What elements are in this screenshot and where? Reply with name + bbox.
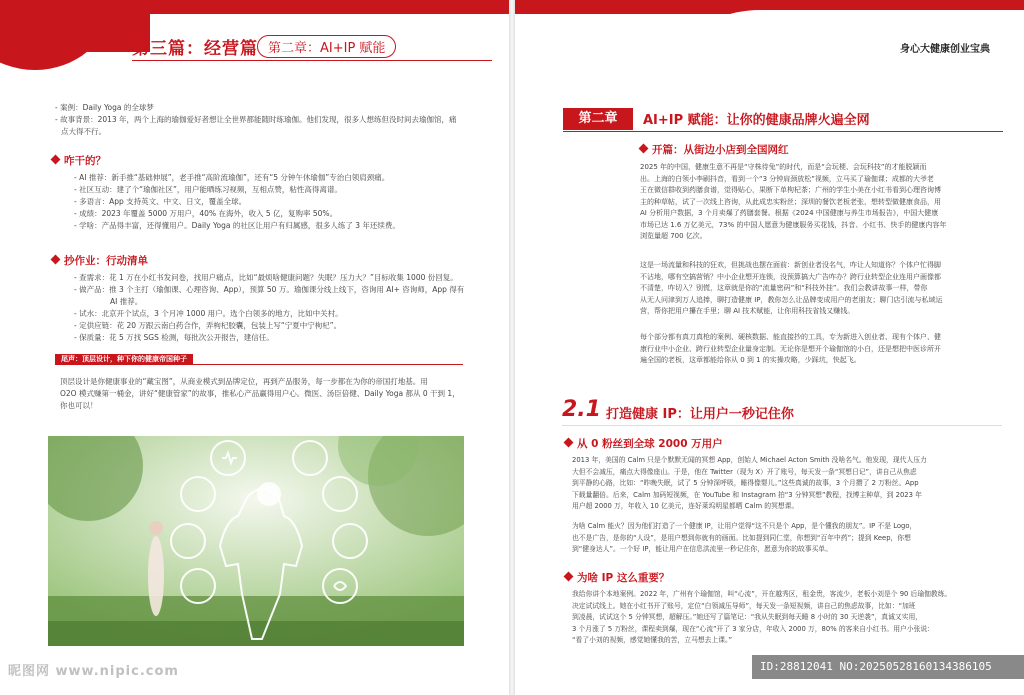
list-item: - 社区互动：建了个“瑜伽社区”，用户能晒练习视频，互相点赞，粘性高得离谱。: [74, 185, 342, 194]
case-intro: [55, 102, 475, 138]
list-item: - 保质量：花 5 万找 SGS 检测，每批次公开报告，建信任。: [74, 333, 274, 342]
text-line: 到“健身达人”。一个好 IP，能让用户在信息洪流里一秒记住你，愿意为你的故事买单。: [572, 545, 832, 553]
text-line: 营，帮你把用户攥在手里；聊 AI 技术赋能，让你用科技省钱又赚钱。: [640, 307, 855, 315]
text-line: 从无人问津到万人追捧，聊打造健康 IP，教你怎么让品牌变成用户的老朋友；聊门店引流与私域运: [640, 295, 943, 304]
text-line: 下载量翻倍。后来，Calm 加码短视频，在 YouTube 和 Instagram 拍“3 分钟冥想”教程，找博主种草，到 2023 年: [572, 490, 922, 499]
text-line: O2O 模式赚第一桶金，讲好“健康管家”的故事，推私心产品赢得用户心。微医、汤臣倍健、Daily Yoga 都从 0 干到 1，: [60, 389, 460, 398]
text-line: 主的种草帖，试了一次线上咨询，从此成忠实粉丝；深圳的餐饮老板老张，想转型做健康食品，用: [640, 197, 941, 206]
text-line: 2025 年的中国，健康生意不再是“守株待兔”的时代，而是“会玩梗、会玩科技”的才能脱颖而: [640, 163, 927, 171]
heading-text: 咋干的？: [64, 155, 106, 167]
opening-paragraph: [640, 332, 1010, 367]
list-item: - AI 推荐：新手推“基础伸展”，老手推“高阶流瑜伽”，还有“5 分钟午休瑜伽”专治白领肩颈痛。: [74, 173, 390, 182]
text-line: 3 个月涨了 5 万粉丝，课程卖到爆，现在“心流”开了 3 家分店，年收入 2000 万，80% 的客来自小红书。用户小张说：: [572, 624, 934, 633]
text-line: 到凌晨，试试这个 5 分钟冥想，超解压。”她还写了篇笔记：“我从失眠到每天睡 8 小时的 30 天逆袭”，真诚又实用，: [572, 613, 923, 621]
text-line: 遍全国的老板，这章都能给你从 0 到 1 的实操攻略，少踩坑，快起飞。: [640, 356, 861, 364]
book-title: 身心大健康创业宝典: [900, 44, 990, 55]
chapter-tag: 第二章: [563, 108, 633, 130]
list-item: - 学啥：产品得丰富，还得懂用户。Daily Yoga 的社区让用户有归属感，很多人练了 3 年还续费。: [74, 221, 400, 230]
section-heading: [52, 253, 148, 268]
heading-text: 从 0 粉丝到全球 2000 万用户: [577, 438, 723, 450]
text-line: 也不是广告，是你的“人设”，是用户想到你就有的画面。比如提到同仁堂，你想到“百年中药”；提到 Keep，你想: [572, 533, 911, 542]
list-item: - 试水：北京开个试点，3 个月冲 1000 用户。选个白领多的地方，比如中关村。: [74, 309, 343, 318]
opening-paragraph: [640, 162, 1010, 243]
list-item: - 多语言：App 支持英文、中文、日文，覆盖全球。: [74, 197, 247, 206]
health-illustration-art: [48, 436, 464, 646]
text-line: 大但不会减压，痛点大得像座山。于是，他在 Twitter（现为 X）开了账号，每天发一条“冥想日记”，讲自己从焦虑: [572, 467, 917, 476]
part-title: 第三篇：经营篇: [132, 39, 258, 59]
section-heading: [565, 570, 669, 585]
opening-paragraph: [640, 260, 1010, 318]
chapter-pill: 第二章：AI+IP 赋能: [257, 35, 396, 58]
text-line: 决定试试线上。她在小红书开了账号，定位“白领减压导师”，每天发一条短视频，讲自己的焦虑故事，比如：“加班: [572, 601, 916, 610]
heading-text: 开篇：从街边小店到全国网红: [652, 144, 789, 156]
text-line: 2013 年，美国的 Calm 只是个默默无闻的冥想 App，创始人 Michael Acton Smith 没啥名气。他发现，现代人压力: [572, 456, 927, 464]
watermark-id: ID:28812041 NO:20250528160134386105: [752, 655, 1024, 679]
body-paragraph: [572, 521, 1012, 556]
body-paragraph: [572, 589, 1012, 647]
text-line: 不清楚，咋切入？别慌，这章就是你的“流量密码”和“科技外挂”。我们会教讲故事一样，带你: [640, 284, 928, 292]
tip-text: [60, 376, 470, 412]
tip-bar: [55, 354, 463, 365]
section-heading: [52, 153, 106, 168]
text-line: 每个部分都有真刀真枪的案例、硬核数据、能直接抄的工具，专为新进入创业者、现有个体户、健: [640, 333, 941, 341]
text-line: 用户超 2000 万，年收入 10 亿美元，连好莱坞明星都晒 Calm 的冥想课。: [572, 502, 799, 510]
body-paragraph: [572, 455, 1012, 513]
diamond-icon: [564, 572, 574, 582]
page-gutter: [509, 0, 515, 695]
watermark-logo: 昵图网 www.nipic.com: [8, 664, 179, 679]
text-line: AI 分析用户数据，3 个月卖爆了药膳套餐。根据《2024 中国健康与养生市场报告》，中国大健康: [640, 209, 939, 217]
list-item: - 查需求：花 1 万在小红书发问卷，找用户痛点，比如“最烦啥健康问题？失眠？压力大？”目标收集 1000 份回复。: [74, 273, 458, 282]
section-rule: [562, 425, 1002, 426]
list-item: - 定供应链：花 20 万跟云南白药合作，弄枸杞胶囊，包装上写“宁夏中宁枸杞”。: [74, 321, 342, 330]
list-item: AI 推荐。: [110, 297, 143, 306]
text-line: 你也可以！: [60, 401, 98, 410]
text-line: 市场已达 1.6 万亿美元，73% 的中国人愿意为健康服务买花钱，抖音、小红书、快手的健康内容年: [640, 220, 947, 229]
text-line: 为啥 Calm 能火？因为他们打造了一个健康 IP，让用户觉得“这不只是个 App，是个懂我的朋友”。IP 不是 Logo，: [572, 522, 917, 530]
list-item: - 成绩：2023 年覆盖 5000 万用户，40% 在海外，收入 5 亿，复购率 50%。: [74, 209, 338, 218]
right-header-curve: [700, 10, 1024, 40]
heading-text: 抄作业：行动清单: [64, 255, 148, 267]
text-line: 这是一场流量和科技的狂欢，但挑战也摆在面前：新创业者没名气，咋让人知道你？个体户忙得脚: [640, 261, 941, 269]
list-item: - 做产品：推 3 个主打（瑜伽课、心理咨询、App），预算 50 万。瑜伽课分线上线下，咨询用 AI+ 咨询师，App 得有: [74, 285, 465, 294]
header-rule: [132, 60, 492, 61]
diamond-icon: [639, 144, 649, 154]
health-illustration: [48, 436, 464, 646]
text-line: 浏览量超 700 亿次。: [640, 232, 707, 240]
diamond-icon: [51, 155, 61, 165]
section-list: [48, 172, 478, 232]
section-list: [48, 272, 478, 344]
text-line: - 故事背景：2013 年，两个上海的瑜伽爱好者想让全世界都能随时练瑜伽。他们发现，很多人想练但没时间去瑜伽馆，痛: [55, 115, 457, 124]
chapter-rule: [563, 131, 1003, 132]
text-line: 出。上海的白领小李刷抖音，看到一个“3 分钟肩颈放松”视频，立马买了瑜伽课；成都的大爷老: [640, 174, 934, 183]
text-line: 点大得不行。: [61, 127, 106, 136]
text-line: 王在微信群收到药膳食谱，觉得贴心，果断下单枸杞茶；广州的学生小美在小红书看到心理咨询博: [640, 186, 941, 194]
text-line: 不沾地，哪有空搞营销？中小企业想开连锁，没预算搞大广告咋办？跨行业转型企业连用户画像都: [640, 272, 941, 281]
text-line: 到平静的心路，比如：“昨晚失眠，试了 5 分钟深呼吸，睡得像婴儿。”这些真诚的故事，3 个月攒了 2 万粉丝。App: [572, 479, 919, 487]
text-line: - 案例：Daily Yoga 的全球梦: [55, 103, 154, 112]
diamond-icon: [564, 438, 574, 448]
text-line: 顶层设计是你健康事业的“藏宝图”，从商业模式到品牌定位，再到产品服务，每一步都在为你的帝国打地基。用: [60, 377, 428, 386]
tip-tag: 尾声：顶层设计，种下你的健康帝国种子: [55, 354, 193, 365]
section-heading: [565, 436, 723, 451]
chapter-title: AI+IP 赋能：让你的健康品牌火遍全网: [643, 113, 870, 128]
section-heading: [640, 142, 789, 157]
diamond-icon: [51, 255, 61, 265]
section-number: 2.1: [562, 397, 601, 422]
heading-text: 为啥 IP 这么重要？: [577, 572, 670, 584]
text-line: 我给你讲个本地案例。2022 年，广州有个瑜伽馆，叫“心流”，开在越秀区，租金贵，客流少，老板小刘是个 90 后瑜伽教练。: [572, 590, 952, 598]
section-title: 打造健康 IP：让用户一秒记住你: [606, 407, 794, 422]
text-line: 康行业中小企业、跨行业转型企业量身定制。无论你是想开个瑜伽馆的小白，还是想把中医诊所开: [640, 344, 941, 353]
text-line: “看了小刘的视频，感觉她懂我的苦，立马想去上课。”: [572, 636, 732, 644]
